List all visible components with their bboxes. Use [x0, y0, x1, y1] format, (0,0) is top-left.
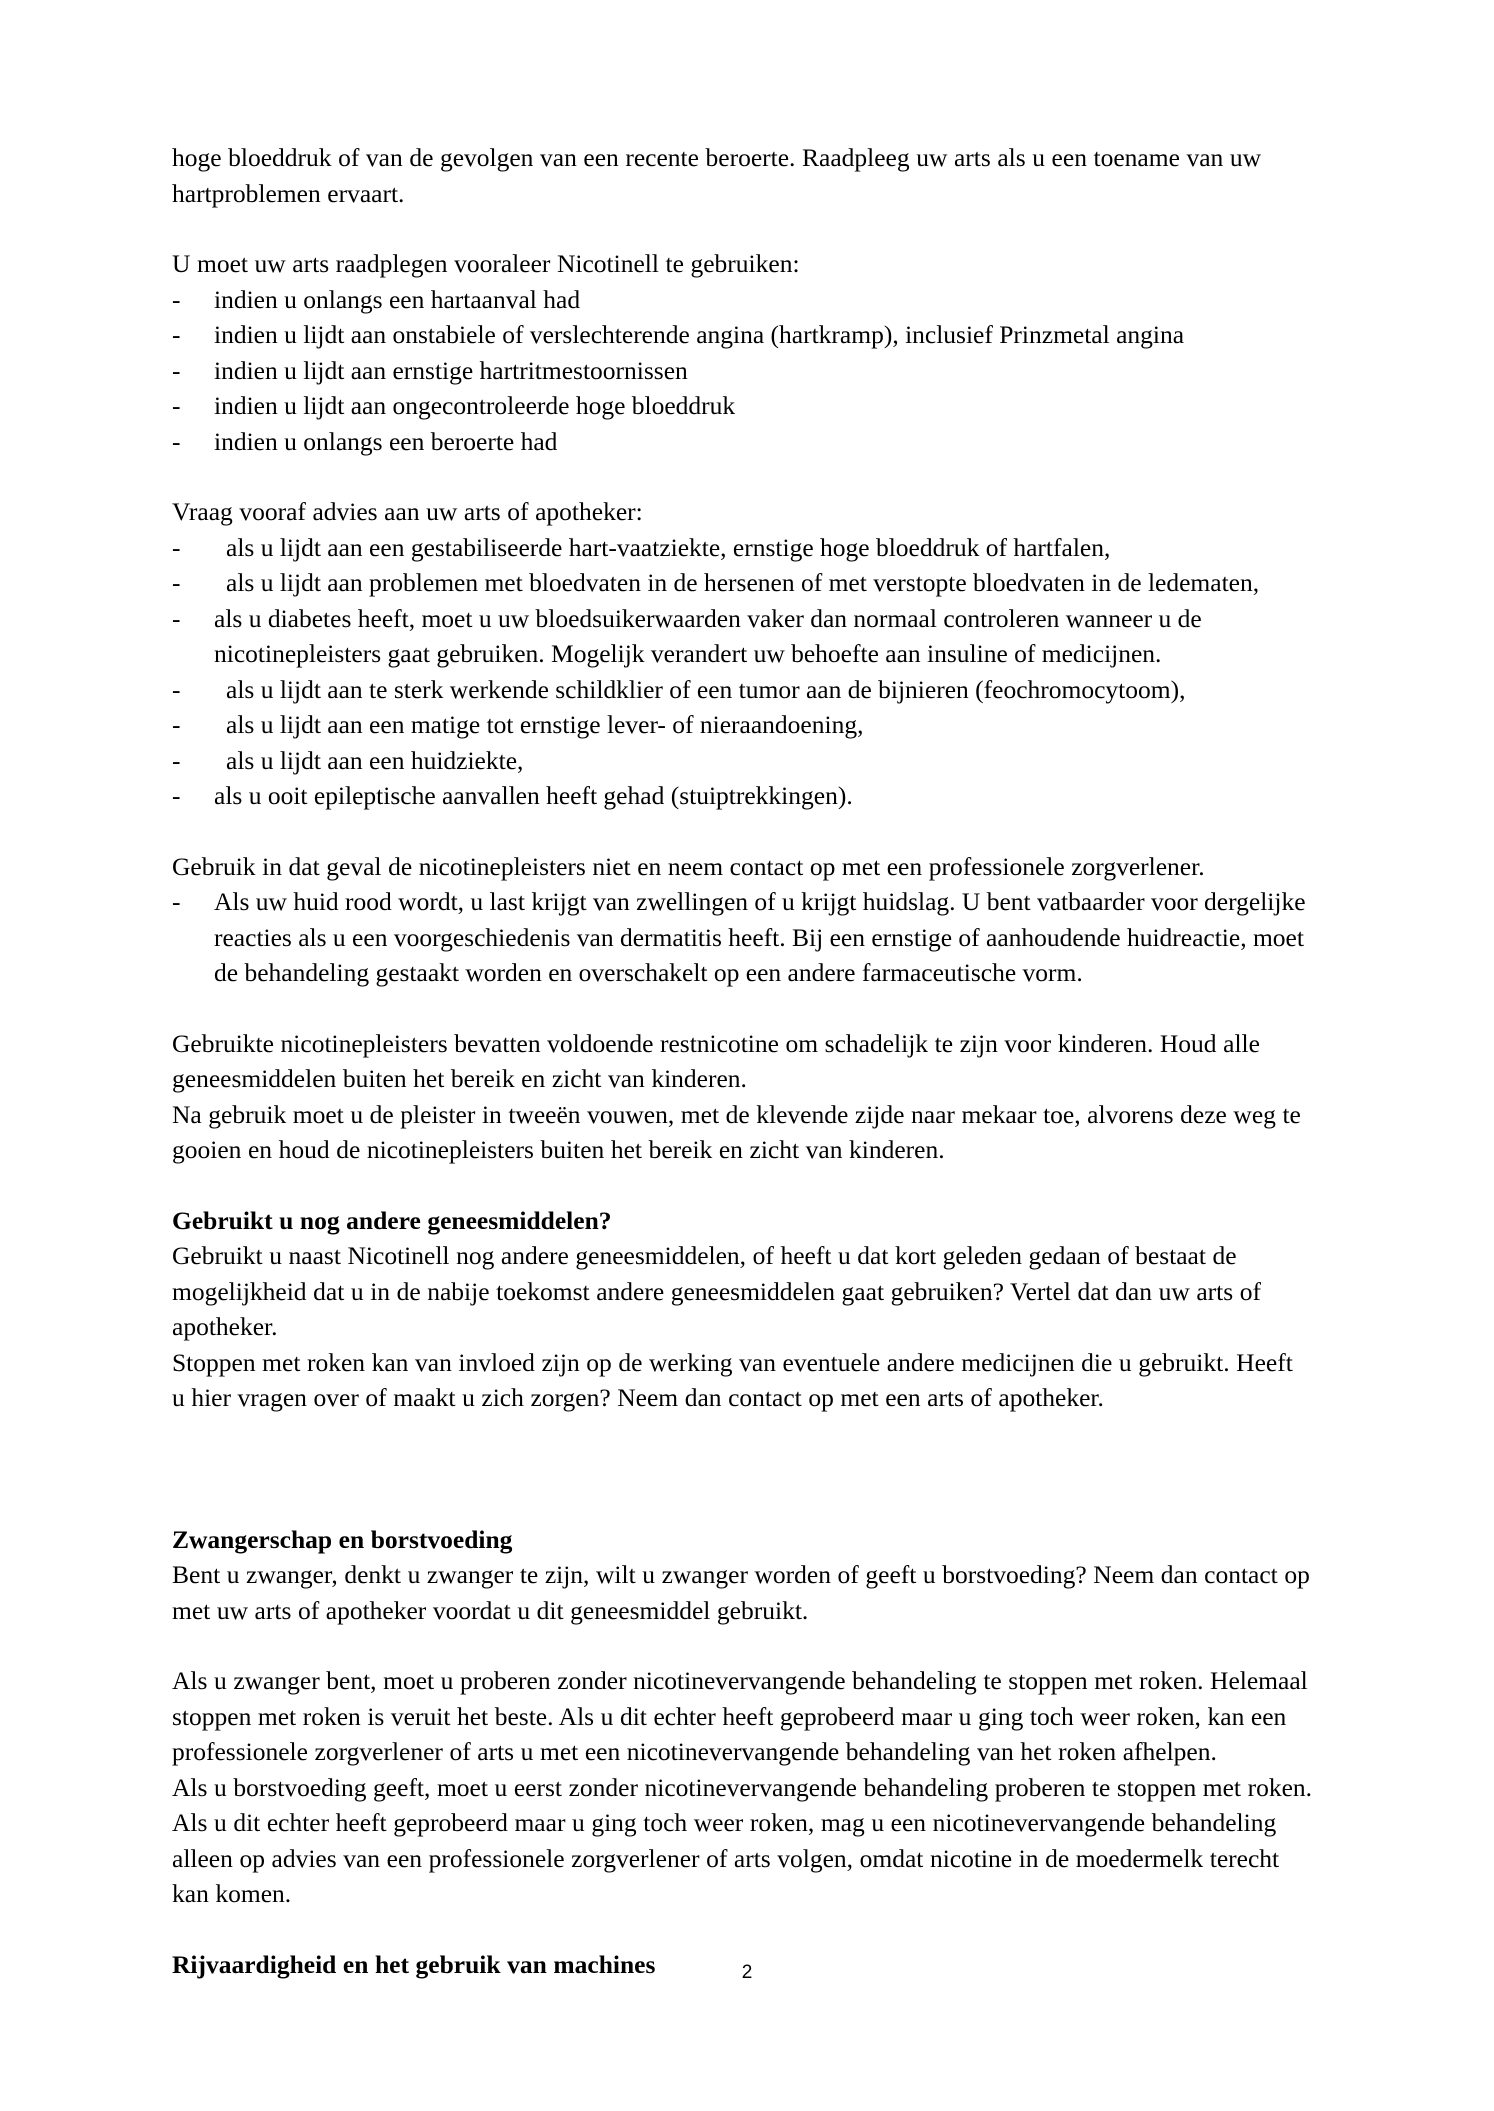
- driving-heading: Rijvaardigheid en het gebruik van machines: [172, 1949, 656, 1979]
- list-item: [172, 353, 1312, 389]
- bullet-marker: -: [172, 887, 181, 916]
- pregnancy-paragraph-2: Als u zwanger bent, moet u proberen zonder nicotinevervangende behandeling te stoppen met roken. Helemaal stoppen met roken is veruit het beste. Als u dit echter heeft geprobeerd maar u ging toch weer roken, kan een professionele zorgverlener of arts u met een nicotinevervangende behandeling van het roken afhelpen.: [172, 1666, 1308, 1766]
- skin-reaction-list: [172, 884, 1312, 991]
- list-item-text: indien u lijdt aan ernstige hartritmestoornissen: [214, 355, 688, 385]
- list-item: [172, 884, 1312, 991]
- list-item-text: als u lijdt aan problemen met bloedvaten in de hersenen of met verstopte bloedvaten in de ledematen,: [226, 568, 1260, 597]
- use-warning-paragraph: Gebruik in dat geval de nicotinepleisters niet en neem contact op met een professionele zorgverlener.: [172, 851, 1205, 881]
- list-item: [172, 743, 1312, 779]
- advice-list-diabetes: [172, 601, 1312, 672]
- list-item-text: indien u onlangs een hartaanval had: [214, 284, 581, 314]
- disposal-paragraph: Na gebruik moet u de pleister in tweeën vouwen, met de klevende zijde naar mekaar toe, alvorens deze weg te gooien en houd de nicotinepleisters buiten het bereik en zicht van kinderen.: [172, 1099, 1301, 1164]
- list-item-text: als u ooit epileptische aanvallen heeft gehad (stuiptrekkingen).: [214, 781, 853, 810]
- list-item-text: indien u onlangs een beroerte had: [214, 426, 558, 456]
- advice-heading: Vraag vooraf advies aan uw arts of apotheker:: [172, 497, 643, 526]
- consult-list: [172, 282, 1312, 460]
- list-item: [172, 707, 1312, 743]
- other-medicines-paragraph-2: Stoppen met roken kan van invloed zijn op de werking van eventuele andere medicijnen die u gebruikt. Heeft u hier vragen over of maakt u zich zorgen? Neem dan contact op met een arts of apotheker.: [172, 1347, 1293, 1412]
- advice-list-mid: [172, 672, 1312, 779]
- page-number: 2: [741, 1962, 753, 1983]
- list-item: [172, 530, 1312, 566]
- pregnancy-paragraph-3: Als u borstvoeding geeft, moet u eerst zonder nicotinevervangende behandeling proberen te stoppen met roken. Als u dit echter heeft geprobeerd maar u ging toch weer roken, mag u een nicotinevervangende behandeling alleen op advies van een professionele zorgverlener of arts volgen, omdat nicotine in de moedermelk terecht kan komen.: [172, 1772, 1313, 1908]
- bullet-marker: -: [172, 320, 181, 349]
- spacer: [172, 211, 1312, 246]
- bullet-marker: -: [172, 781, 181, 810]
- other-medicines-heading: Gebruikt u nog andere geneesmiddelen?: [172, 1205, 612, 1235]
- list-item-text: als u diabetes heeft, moet u uw bloedsuikerwaarden vaker dan normaal controleren wanneer u de nicotinepleisters gaat gebruiken. Mogelijk verandert uw behoefte aan insuline of medicijnen.: [214, 603, 1202, 668]
- bullet-marker: -: [172, 391, 181, 420]
- list-item-text: Als uw huid rood wordt, u last krijgt van zwellingen of u krijgt huidslag. U bent vatbaarder voor dergelijke reacties als u een voorgeschiedenis van dermatitis heeft. Bij een ernstige of aanhoudende huidreactie, moet de behandeling gestaakt worden en overschakelt op een andere farmaceutische vorm.: [214, 887, 1306, 987]
- spacer: [172, 814, 1312, 849]
- bullet-marker: -: [172, 745, 181, 775]
- list-item: [172, 672, 1312, 708]
- spacer: [172, 1168, 1312, 1203]
- pregnancy-paragraph-1: Bent u zwanger, denkt u zwanger te zijn, wilt u zwanger worden of geeft u borstvoeding? Neem dan contact op met uw arts of apotheker voordat u dit geneesmiddel gebruikt.: [172, 1560, 1310, 1625]
- spacer: [172, 1628, 1312, 1663]
- bullet-marker: -: [172, 603, 181, 633]
- list-item-text: indien u lijdt aan ongecontroleerde hoge bloeddruk: [214, 391, 736, 420]
- bullet-marker: -: [172, 710, 181, 739]
- bullet-marker: -: [172, 532, 181, 562]
- list-item-text: als u lijdt aan te sterk werkende schildklier of een tumor aan de bijnieren (feochromocytoom),: [226, 674, 1186, 704]
- spacer: [172, 1416, 1312, 1522]
- list-item: [172, 565, 1312, 601]
- list-item: [172, 388, 1312, 424]
- children-paragraph: Gebruikte nicotinepleisters bevatten voldoende restnicotine om schadelijk te zijn voor kinderen. Houd alle geneesmiddelen buiten het bereik en zicht van kinderen.: [172, 1028, 1260, 1093]
- list-item: [172, 601, 1312, 672]
- spacer: [172, 459, 1312, 494]
- advice-list-top: [172, 530, 1312, 601]
- other-medicines-paragraph-1: Gebruikt u naast Nicotinell nog andere geneesmiddelen, of heeft u dat kort geleden gedaan of bestaat de mogelijkheid dat u in de nabije toekomst andere geneesmiddelen gaat gebruiken? Vertel dat dan uw arts of apotheker.: [172, 1241, 1261, 1341]
- list-item-text: indien u lijdt aan onstabiele of verslechterende angina (hartkramp), inclusief Prinzmetal angina: [214, 320, 1185, 349]
- pregnancy-heading: Zwangerschap en borstvoeding: [172, 1524, 513, 1554]
- list-item: [172, 424, 1312, 460]
- page-content: [172, 140, 1312, 1982]
- bullet-marker: -: [172, 674, 181, 704]
- bullet-marker: -: [172, 426, 181, 456]
- bullet-marker: -: [172, 568, 181, 597]
- list-item-text: als u lijdt aan een matige tot ernstige lever- of nieraandoening,: [226, 710, 864, 739]
- list-item: [172, 317, 1312, 353]
- list-item: [172, 282, 1312, 318]
- list-item-text: als u lijdt aan een gestabiliseerde hart-vaatziekte, ernstige hoge bloeddruk of hartfalen,: [226, 532, 1111, 562]
- spacer: [172, 1912, 1312, 1947]
- spacer: [172, 991, 1312, 1026]
- list-item-text: als u lijdt aan een huidziekte,: [226, 745, 524, 775]
- consult-heading: U moet uw arts raadplegen vooraleer Nicotinell te gebruiken:: [172, 249, 800, 278]
- advice-list-epilepsy: [172, 778, 1312, 814]
- intro-paragraph: hoge bloeddruk of van de gevolgen van een recente beroerte. Raadpleeg uw arts als u een toename van uw hartproblemen ervaart.: [172, 143, 1262, 208]
- bullet-marker: -: [172, 355, 181, 385]
- bullet-marker: -: [172, 284, 181, 314]
- list-item: [172, 778, 1312, 814]
